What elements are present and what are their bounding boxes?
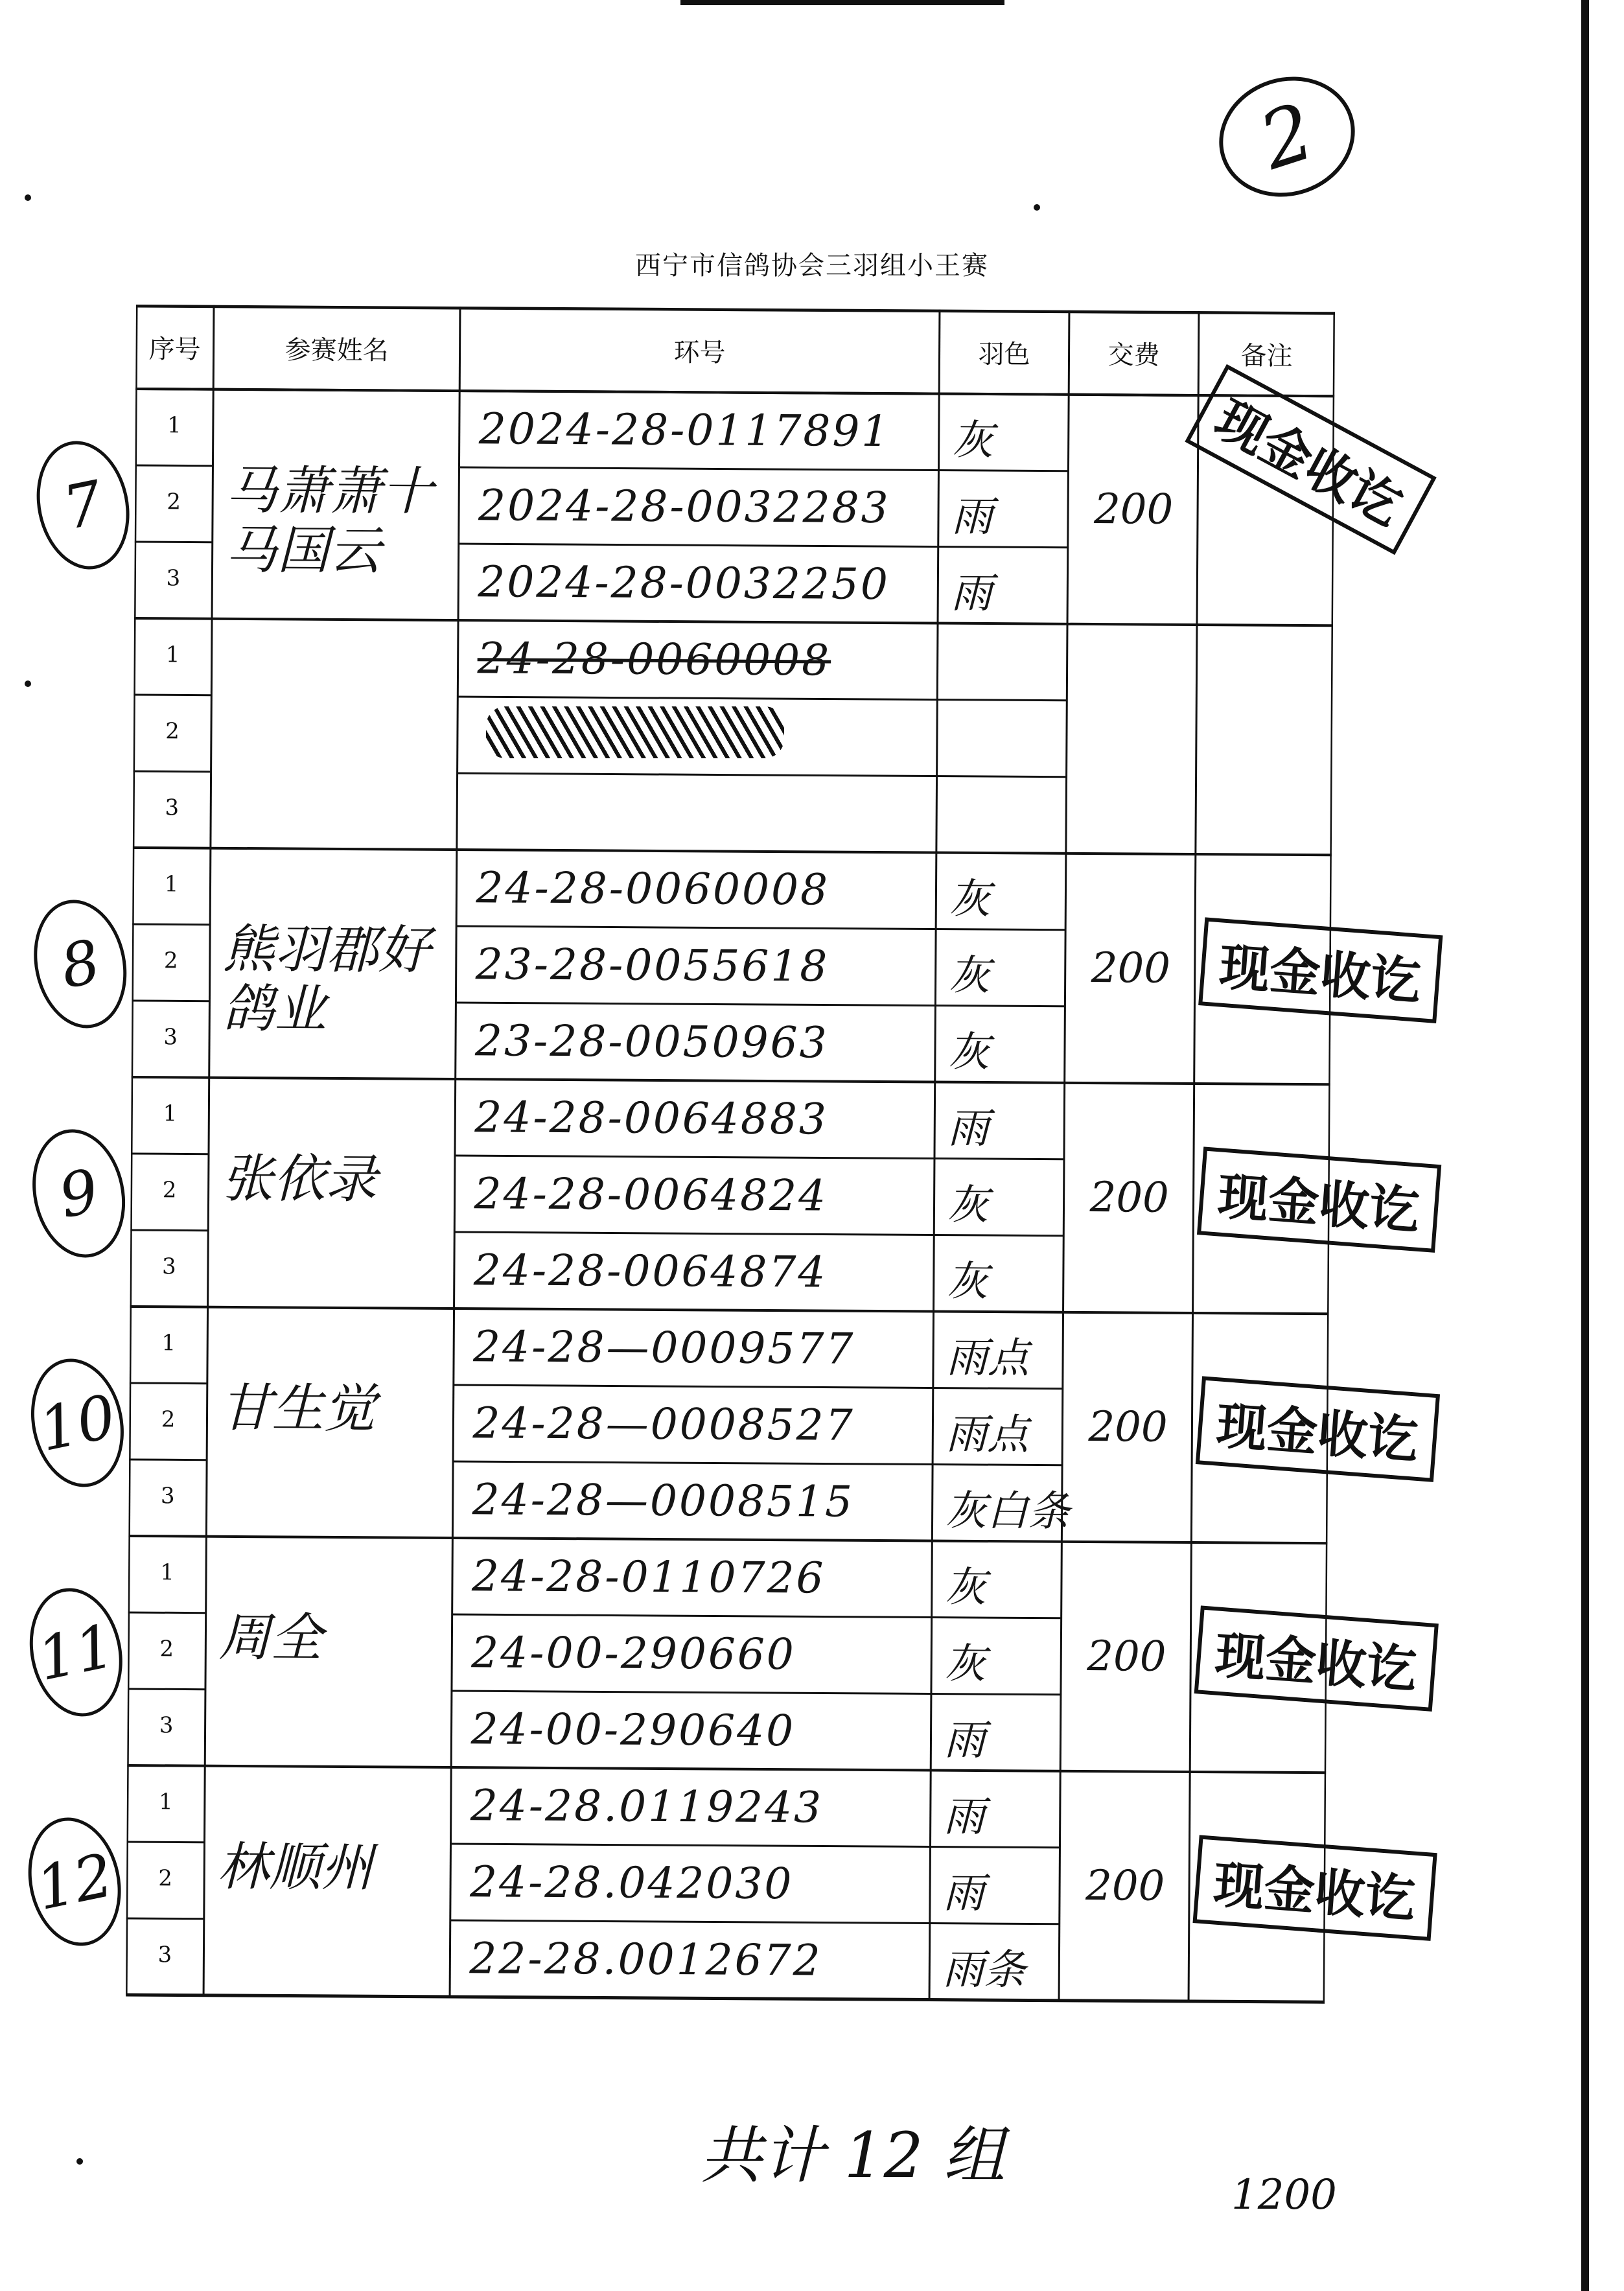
row-seq: 2 (163, 948, 178, 974)
ring-number: 24-28—0008527 (472, 1398, 855, 1450)
ring-number: 23-28-0050963 (474, 1016, 829, 1068)
group-number-circle: 11 (19, 1579, 134, 1725)
grid-line (130, 1307, 1329, 1314)
row-seq: 1 (160, 1559, 174, 1586)
header-color: 羽色 (978, 339, 1030, 369)
feather-color: 灰白条 (945, 1487, 1070, 1536)
participant-name: 甘生觉 (220, 1377, 376, 1439)
ring-number: 24-28-0064874 (473, 1245, 828, 1297)
grid-line (450, 1920, 1060, 1924)
ring-number: 2024-28-0032283 (478, 480, 890, 533)
group-number-circle: 10 (20, 1350, 135, 1495)
header-name: 参赛姓名 (284, 334, 389, 366)
feather-color: 雨 (951, 569, 993, 618)
grid-line (128, 1689, 205, 1690)
fee-amount: 200 (1091, 944, 1171, 993)
feather-color: 灰 (947, 1181, 989, 1230)
grid-line (458, 697, 1067, 701)
grid-line (135, 465, 213, 466)
group-number-circle: 8 (23, 891, 138, 1036)
feather-color: 雨点 (945, 1410, 1029, 1459)
ring-number: 24-28-0060008 (477, 633, 831, 686)
speck (1034, 204, 1040, 211)
fee-amount: 200 (1093, 485, 1174, 534)
feather-color: 雨 (943, 1793, 985, 1842)
page-edge-shadow-top (680, 0, 1004, 5)
grid-line (127, 1842, 205, 1843)
grid-line (456, 1003, 1065, 1006)
grid-line (129, 1459, 207, 1460)
page-edge-shadow (1581, 0, 1589, 2291)
ring-number: 23-28-0055618 (475, 939, 829, 992)
grid-line (128, 1612, 206, 1613)
ring-number: 24-28-0060008 (476, 863, 830, 915)
grid-line (456, 926, 1065, 930)
footer-total: 共计 12 组 (700, 2119, 1006, 2192)
fee-amount: 200 (1088, 1403, 1168, 1452)
grid-line (134, 618, 1333, 625)
speck (25, 194, 31, 201)
row-seq: 2 (158, 1865, 173, 1892)
row-seq: 2 (162, 1177, 177, 1204)
ring-number: 24-00-290640 (470, 1704, 796, 1756)
feather-color: 灰 (944, 1640, 986, 1689)
ring-number: 22-28.0012672 (469, 1933, 822, 1986)
footer-sum: 1200 (1231, 2171, 1337, 2219)
grid-line (455, 1156, 1064, 1159)
page-number: 2 (1203, 60, 1371, 215)
participant-name: 林顺州 (216, 1836, 373, 1898)
row-seq: 3 (157, 1942, 172, 1968)
participant-name: 熊羽郡好鸽业 (222, 918, 431, 1040)
grid-line (454, 1385, 1063, 1389)
scribbled-out-entry (486, 706, 784, 758)
grid-line (459, 544, 1068, 548)
grid-line (126, 1995, 1325, 2002)
grid-line (203, 305, 214, 1995)
row-seq: 3 (163, 1024, 178, 1051)
grid-line (452, 1614, 1061, 1618)
fee-amount: 200 (1087, 1633, 1166, 1681)
header-ring: 环号 (673, 337, 726, 368)
grid-line (1059, 310, 1069, 2001)
grid-line (929, 310, 940, 2000)
grid-line (126, 1918, 204, 1919)
grid-line (128, 1536, 1327, 1543)
cash-received-stamp: 现金收讫 (1198, 917, 1443, 1023)
grid-line (132, 1077, 1330, 1084)
feather-color: 雨 (947, 1104, 990, 1154)
grid-line (133, 848, 1332, 855)
group-number-circle: 12 (17, 1809, 132, 1954)
fee-amount: 200 (1085, 1861, 1165, 1911)
header-remark: 备注 (1240, 340, 1293, 371)
grid-line (127, 1765, 1326, 1773)
grid-line (458, 773, 1067, 777)
feather-color: 灰 (948, 951, 990, 1001)
cash-received-stamp: 现金收讫 (1194, 1605, 1439, 1712)
row-seq: 1 (167, 412, 181, 439)
row-seq: 2 (165, 718, 180, 745)
ring-number: 24-00-290660 (471, 1627, 796, 1680)
feather-color: 灰 (944, 1563, 987, 1612)
page-title: 西宁市信鸽协会三羽组小王赛 (635, 251, 989, 281)
feather-color: 雨 (942, 1869, 985, 1918)
group-number-circle: 9 (21, 1121, 137, 1266)
grid-line (451, 1844, 1060, 1848)
header-fee: 交费 (1108, 340, 1160, 371)
row-seq: 3 (159, 1712, 174, 1739)
row-seq: 2 (159, 1636, 174, 1662)
row-seq: 3 (166, 565, 181, 592)
ring-number: 24-28-0110726 (471, 1551, 826, 1603)
speck (25, 680, 31, 687)
grid-line (459, 467, 1068, 471)
row-seq: 1 (161, 1330, 176, 1356)
row-seq: 1 (165, 642, 180, 668)
grid-line (452, 1691, 1061, 1695)
ring-number: 2024-28-0117891 (478, 404, 891, 457)
row-seq: 2 (167, 489, 181, 515)
ring-number: 24-28-0064883 (474, 1092, 829, 1145)
ring-number: 24-28—0009577 (472, 1321, 855, 1374)
feather-color: 灰 (951, 416, 993, 465)
grid-line (454, 1232, 1063, 1236)
row-seq: 1 (158, 1789, 173, 1815)
ring-number: 2024-28-0032250 (478, 557, 890, 610)
registration-table (30, 305, 1424, 2036)
row-seq: 1 (163, 1100, 178, 1127)
feather-color: 灰 (947, 1028, 990, 1077)
grid-line (133, 771, 211, 772)
participant-name: 马萧萧十马国云 (225, 459, 434, 581)
cash-received-stamp: 现金收讫 (1185, 364, 1436, 555)
header-seq: 序号 (148, 334, 201, 365)
grid-line (450, 307, 460, 1997)
feather-color: 灰 (949, 875, 991, 924)
ring-number: 24-28-0064824 (474, 1169, 828, 1221)
grid-line (130, 1230, 208, 1231)
group-number-circle: 7 (25, 432, 141, 577)
grid-line (1189, 311, 1199, 2001)
row-seq: 1 (164, 871, 179, 898)
grid-line (132, 924, 210, 925)
participant-name: 张依录 (221, 1148, 378, 1210)
feather-color: 灰 (946, 1257, 989, 1307)
ring-number: 24-28.042030 (469, 1857, 794, 1909)
feather-color: 雨 (944, 1716, 986, 1765)
row-seq: 3 (161, 1253, 176, 1280)
ring-number: 24-28—0008515 (472, 1474, 855, 1527)
grid-line (126, 305, 136, 1995)
feather-color: 雨点 (945, 1334, 1030, 1383)
fee-amount: 200 (1089, 1174, 1169, 1222)
row-seq: 3 (165, 795, 180, 821)
row-seq: 2 (161, 1406, 176, 1433)
cash-received-stamp: 现金收讫 (1196, 1376, 1440, 1482)
feather-color: 雨 (951, 493, 993, 542)
grid-line (453, 1461, 1062, 1465)
ring-number: 24-28.0119243 (470, 1780, 824, 1833)
participant-name: 周全 (218, 1607, 323, 1668)
feather-color: 雨条 (942, 1946, 1026, 1995)
row-seq: 3 (160, 1483, 175, 1509)
cash-received-stamp: 现金收讫 (1192, 1835, 1437, 1941)
grid-line (130, 1383, 207, 1384)
speck (76, 2158, 83, 2165)
cash-received-stamp: 现金收讫 (1197, 1146, 1441, 1253)
